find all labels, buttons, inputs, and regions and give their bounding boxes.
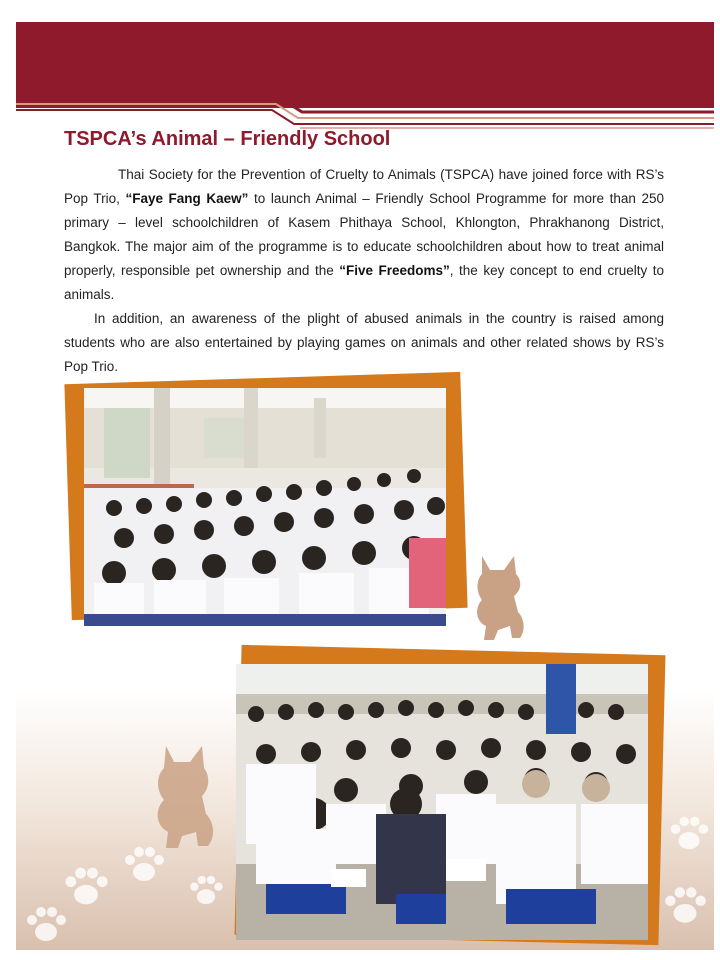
paragraph-1-text-b: to launch Animal – Friendly School Programme for more than 250 primary – level schoolchildren of Kasem Phithaya School, Khlongton, Phrakhanong District, Bangkok. The major aim of the programme is to educate schoolchildren about how to treat animal properly, responsible pet ownership and the xyxy=(64,191,664,278)
paw-print-icon xyxy=(660,880,710,930)
paragraph-1-bold-five-freedoms: “Five Freedoms” xyxy=(339,263,450,278)
article-title: TSPCA’s Animal – Friendly School xyxy=(64,128,391,150)
paw-print-icon xyxy=(666,810,712,856)
paw-print-icon xyxy=(186,870,226,910)
header-decorative-lines xyxy=(0,0,720,140)
paw-print-icon xyxy=(22,900,70,948)
paw-print-icon xyxy=(120,840,168,888)
photo-2-students-on-floor xyxy=(236,664,648,940)
paragraph-2: In addition, an awareness of the plight of abused animals in the country is raised among students who are also entertained by playing games on animals and other related shows by RS’s Pop Trio. xyxy=(64,311,664,374)
dog-silhouette-right xyxy=(468,552,530,642)
paragraph-1-bold-band-name: “Faye Fang Kaew” xyxy=(125,191,249,206)
paragraph-1-text-c: , the key concept to end cruelty to animals. xyxy=(64,263,664,302)
photo-1-students-in-hall xyxy=(84,388,446,626)
dog-silhouette-left xyxy=(148,740,220,850)
article-body xyxy=(64,163,664,379)
paragraph-1 xyxy=(64,163,664,307)
paragraph-1-text-a: Thai Society for the Prevention of Cruelty to Animals (TSPCA) have joined force with RS’s Pop Trio, xyxy=(64,167,664,206)
